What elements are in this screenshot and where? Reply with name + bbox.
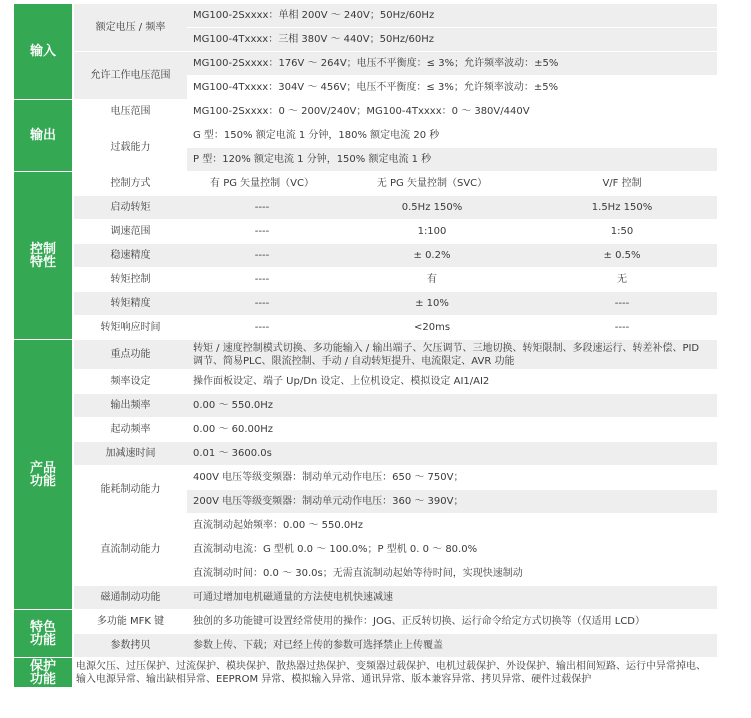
control-vf: 1.5Hz 150% <box>527 196 717 220</box>
table-row <box>14 316 717 340</box>
table-row <box>14 172 717 196</box>
control-vc: ---- <box>187 196 337 220</box>
category-control: 控制 特性 <box>14 172 73 340</box>
param-copy-value: 参数上传、下载；对已经上传的参数可选择禁止上传覆盖 <box>187 634 717 658</box>
table-row <box>14 268 717 292</box>
table-row <box>14 52 717 76</box>
voltage-range-value: MG100-2Sxxxx：0 ～ 200V/240V；MG100-4Txxxx：0 ～ 380V/440V <box>187 100 717 124</box>
control-svc: 无 PG 矢量控制（SVC） <box>337 172 527 196</box>
start-freq-value: 0.00 ～ 60.00Hz <box>187 418 717 442</box>
mfk-value: 独创的多功能键可设置经常使用的操作：JOG、正反转切换、运行命令给定方式切换等（仅适用 LCD） <box>187 610 717 634</box>
control-label: 转矩控制 <box>73 268 187 292</box>
table-row <box>14 610 717 634</box>
table-row <box>14 196 717 220</box>
table-row <box>14 658 717 688</box>
dc-braking-time: 直流制动时间：0.0 ～ 30.0s；无需直流制动起始等待时间，实现快速制动 <box>187 562 717 586</box>
control-label: 稳速精度 <box>73 244 187 268</box>
control-vc: ---- <box>187 292 337 316</box>
table-row <box>14 394 717 418</box>
row-label-overload: 过载能力 <box>73 124 187 172</box>
overload-p: P 型：120% 额定电流 1 分钟，150% 额定电流 1 秒 <box>187 148 717 172</box>
category-output: 输出 <box>14 100 73 172</box>
table-row <box>14 418 717 442</box>
row-label-dc-braking: 直流制动能力 <box>73 514 187 586</box>
control-label: 调速范围 <box>73 220 187 244</box>
row-label-param-copy: 参数拷贝 <box>73 634 187 658</box>
flux-braking-value: 可通过增加电机磁通量的方法使电机快速减速 <box>187 586 717 610</box>
category-input: 输入 <box>14 4 73 100</box>
row-label-accel: 加减速时间 <box>73 442 187 466</box>
control-vc: ---- <box>187 244 337 268</box>
table-row <box>14 124 717 148</box>
control-vf: V/F 控制 <box>527 172 717 196</box>
table-row <box>14 634 717 658</box>
control-label: 控制方式 <box>73 172 187 196</box>
table-row <box>14 466 717 490</box>
control-label: 转矩响应时间 <box>73 316 187 340</box>
control-svc: ± 10% <box>337 292 527 316</box>
control-label: 启动转矩 <box>73 196 187 220</box>
table-row <box>14 292 717 316</box>
control-vf: ---- <box>527 316 717 340</box>
braking-200v: 200V 电压等级变频器：制动单元动作电压：360 ～ 390V； <box>187 490 717 514</box>
control-label: 转矩精度 <box>73 292 187 316</box>
control-vc: 有 PG 矢量控制（VC） <box>187 172 337 196</box>
overload-g: G 型：150% 额定电流 1 分钟，180% 额定电流 20 秒 <box>187 124 717 148</box>
table-row <box>14 340 717 370</box>
category-special: 特色 功能 <box>14 610 73 658</box>
table-row <box>14 4 717 28</box>
allowed-voltage-4t: MG100-4Txxxx：304V ～ 456V；电压不平衡度：≤ 3%；允许频率波动：±5% <box>187 76 717 100</box>
control-vf: 无 <box>527 268 717 292</box>
key-functions-value: 转矩 / 速度控制模式切换、多功能输入 / 输出端子、欠压调节、三地切换、转矩限制、多段速运行、转差补偿、PID 调节、简易PLC、限流控制、手动 / 自动转矩提升、电流限定、AVR 功能 <box>187 340 717 370</box>
control-svc: 有 <box>337 268 527 292</box>
control-vf: 1:50 <box>527 220 717 244</box>
row-label-allowed-voltage: 允许工作电压范围 <box>73 52 187 100</box>
category-product: 产品 功能 <box>14 340 73 610</box>
row-label-output-freq: 输出频率 <box>73 394 187 418</box>
control-svc: ± 0.2% <box>337 244 527 268</box>
table-row <box>14 586 717 610</box>
row-label-start-freq: 起动频率 <box>73 418 187 442</box>
control-vc: ---- <box>187 220 337 244</box>
control-vf: ± 0.5% <box>527 244 717 268</box>
row-label-freq-setting: 频率设定 <box>73 370 187 394</box>
row-label-voltage-range: 电压范围 <box>73 100 187 124</box>
protection-value: 电源欠压、过压保护、过流保护、模块保护、散热器过热保护、变频器过载保护、电机过载保护、外设保护、输出相间短路、运行中异常掉电、输入电源异常、输出缺相异常、EEPROM 异常、模拟输入异常、通讯异常、版本兼容异常、拷贝异常、硬件过载保护 <box>73 658 717 688</box>
rated-voltage-2s: MG100-2Sxxxx：单相 200V ～ 240V；50Hz/60Hz <box>187 4 717 28</box>
allowed-voltage-2s: MG100-2Sxxxx：176V ～ 264V；电压不平衡度：≤ 3%；允许频率波动：±5% <box>187 52 717 76</box>
accel-value: 0.01 ～ 3600.0s <box>187 442 717 466</box>
row-label-key-functions: 重点功能 <box>73 340 187 370</box>
dc-braking-freq: 直流制动起始频率：0.00 ～ 550.0Hz <box>187 514 717 538</box>
control-svc: 1:100 <box>337 220 527 244</box>
braking-400v: 400V 电压等级变频器：制动单元动作电压：650 ～ 750V； <box>187 466 717 490</box>
dc-braking-current: 直流制动电流：G 型机 0.0 ～ 100.0%；P 型机 0. 0 ～ 80.0% <box>187 538 717 562</box>
row-label-rated-voltage: 额定电压 / 频率 <box>73 4 187 52</box>
category-protection: 保护 功能 <box>14 658 73 688</box>
control-vc: ---- <box>187 316 337 340</box>
table-row <box>14 100 717 124</box>
rated-voltage-4t: MG100-4Txxxx：三相 380V ～ 440V；50Hz/60Hz <box>187 28 717 52</box>
table-row <box>14 244 717 268</box>
row-label-flux-braking: 磁通制动功能 <box>73 586 187 610</box>
table-row <box>14 442 717 466</box>
output-freq-value: 0.00 ～ 550.0Hz <box>187 394 717 418</box>
table-row <box>14 514 717 538</box>
table-row <box>14 220 717 244</box>
control-svc: 0.5Hz 150% <box>337 196 527 220</box>
row-label-mfk: 多功能 MFK 键 <box>73 610 187 634</box>
table-row <box>14 370 717 394</box>
spec-table <box>14 4 717 688</box>
row-label-braking: 能耗制动能力 <box>73 466 187 514</box>
control-svc: <20ms <box>337 316 527 340</box>
freq-setting-value: 操作面板设定、端子 Up/Dn 设定、上位机设定、模拟设定 AI1/AI2 <box>187 370 717 394</box>
control-vc: ---- <box>187 268 337 292</box>
control-vf: ---- <box>527 292 717 316</box>
